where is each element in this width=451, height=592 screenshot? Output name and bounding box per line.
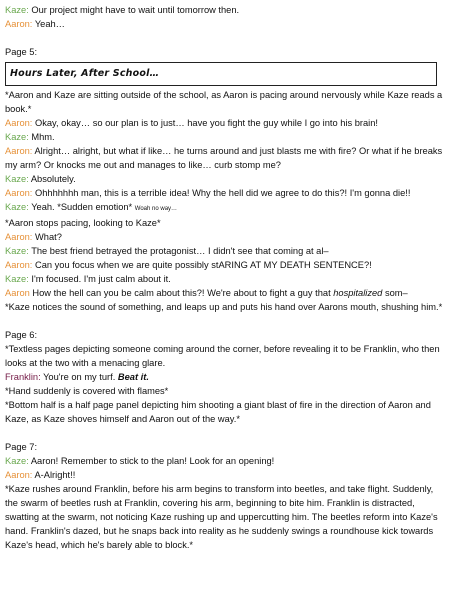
- speaker-aaron: Aaron: [5, 288, 30, 298]
- dialogue-line: [5, 230, 443, 244]
- stage-direction: *Aaron stops pacing, looking to Kaze*: [5, 218, 161, 228]
- dialogue-line: [5, 130, 443, 144]
- stage-direction: *Kaze rushes around Franklin, before his arm begins to transform into beetles, and take flight. Suddenly, the swarm of beetles rush at Franklin, covering his arm, beginning to bite him. Franklin is distracted, swatting at the swarm, not noticing Kaze rushing up and uppercutting him. The beetles reform into Kaze's hand. Franklin's dazed, but he snaps back into reality as he suddenly swings a roundhouse kick towards Kaze's head, which he's barely able to block.*: [5, 484, 438, 550]
- stage-direction: *Aaron and Kaze are sitting outside of the school, as Aaron is pacing around nervously while Kaze reads a book.*: [5, 90, 443, 114]
- scene-heading-box: [5, 62, 437, 86]
- dialogue-line: [5, 370, 443, 384]
- dialogue-line: [5, 144, 443, 172]
- speaker-kaze: Kaze:: [5, 132, 29, 142]
- dialogue-text: Our project might have to wait until tomorrow then.: [31, 5, 240, 15]
- dialogue-text: What?: [35, 232, 62, 242]
- stage-direction: *Kaze notices the sound of something, and leaps up and puts his hand over Aarons mouth, shushing him.*: [5, 302, 443, 312]
- page-heading: Page 6:: [5, 330, 38, 340]
- whisper-text: Woah no way…: [134, 206, 178, 212]
- dialogue-text: Yeah. *Sudden emotion*: [31, 202, 133, 212]
- dialogue-line: [5, 3, 443, 17]
- speaker-kaze: Kaze:: [5, 274, 29, 284]
- stage-direction: *Bottom half is a half page panel depicting him shooting a giant blast of fire in the direction of Aaron and Kaze, as Kaze shoves himself and Aaron out of the way.*: [5, 400, 431, 424]
- spacer: [5, 31, 443, 45]
- dialogue-text: The best friend betrayed the protagonist… I didn't see that coming at al–: [31, 246, 329, 256]
- speaker-aaron: Aaron:: [5, 260, 33, 270]
- dialogue-line: [5, 116, 443, 130]
- dialogue-text: Aaron! Remember to stick to the plan! Look for an opening!: [30, 456, 275, 466]
- dialogue-text: I'm focused. I'm just calm about it.: [31, 274, 171, 284]
- emphasis-text: hospitalized: [333, 288, 383, 298]
- dialogue-text: You're on my turf.: [43, 372, 116, 382]
- dialogue-line: [5, 272, 443, 286]
- dialogue-text: Can you focus when we are quite possibly stARING AT MY DEATH SENTENCE?!: [35, 260, 372, 270]
- script-document: [5, 3, 443, 552]
- speaker-aaron: Aaron:: [5, 19, 33, 29]
- page-heading: Page 5:: [5, 47, 38, 57]
- spacer: [5, 426, 443, 440]
- dialogue-text: Mhm.: [31, 132, 55, 142]
- dialogue-line: [5, 186, 443, 200]
- speaker-franklin: Franklin:: [5, 372, 41, 382]
- stage-direction: *Textless pages depicting someone coming around the corner, before revealing it to be Franklin, who then looks at the two with a menacing glare.: [5, 344, 440, 368]
- speaker-kaze: Kaze:: [5, 202, 29, 212]
- speaker-kaze: Kaze:: [5, 456, 29, 466]
- speaker-kaze: Kaze:: [5, 246, 29, 256]
- dialogue-text: Okay, okay… so our plan is to just… have you fight the guy while I go into his brain!: [35, 118, 378, 128]
- dialogue-line: [5, 200, 443, 216]
- dialogue-text: A-Alright!!: [34, 470, 76, 480]
- scene-heading: Hours Later, After School…: [10, 68, 160, 79]
- dialogue-line: [5, 172, 443, 186]
- dialogue-text: Ohhhhhhh man, this is a terrible idea! Why the hell did we agree to do this?! I'm gonna die!!: [35, 188, 411, 198]
- dialogue-text: Yeah…: [34, 19, 65, 29]
- speaker-aaron: Aaron:: [5, 146, 33, 156]
- dialogue-line: [5, 244, 443, 258]
- speaker-aaron: Aaron:: [5, 470, 33, 480]
- speaker-aaron: Aaron:: [5, 118, 33, 128]
- dialogue-text: How the hell can you be calm about this?! We're about to fight a guy that: [32, 288, 331, 298]
- speaker-kaze: Kaze:: [5, 5, 29, 15]
- dialogue-text: Alright… alright, but what if like… he turns around and just blasts me with fire? Or what if he breaks my arm? Or knocks me out and manages to like… curb stomp me?: [5, 146, 443, 170]
- dialogue-line: [5, 286, 443, 300]
- dialogue-line: [5, 454, 443, 468]
- speaker-kaze: Kaze:: [5, 174, 29, 184]
- dialogue-text: som–: [384, 288, 408, 298]
- stage-direction: *Hand suddenly is covered with flames*: [5, 386, 169, 396]
- dialogue-line: [5, 468, 443, 482]
- speaker-aaron: Aaron:: [5, 232, 33, 242]
- emphasis-text: Beat it.: [117, 372, 149, 382]
- dialogue-text: Absolutely.: [30, 174, 76, 184]
- spacer: [5, 314, 443, 328]
- speaker-aaron: Aaron:: [5, 188, 33, 198]
- dialogue-line: [5, 17, 443, 31]
- dialogue-line: [5, 258, 443, 272]
- page-heading: Page 7:: [5, 442, 38, 452]
